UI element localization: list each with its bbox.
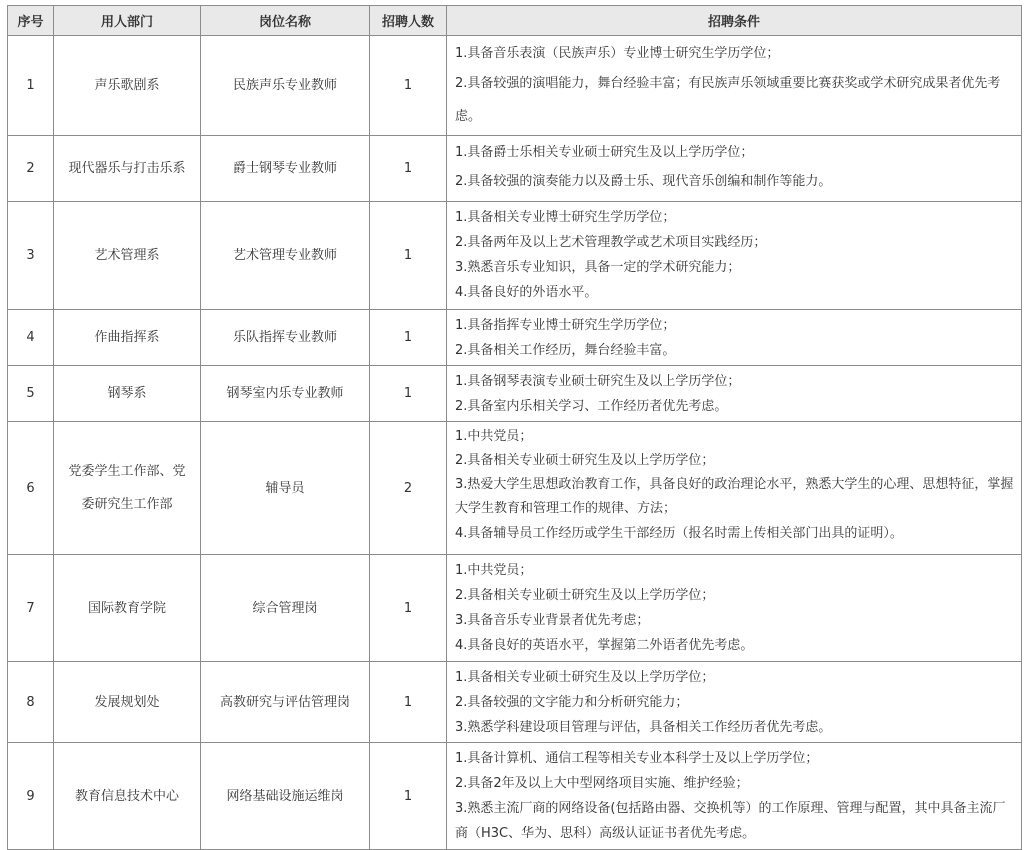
table-row <box>8 422 1022 555</box>
cell-dept <box>54 743 201 850</box>
dept-text: 党委学生工作部、党委研究生工作部 <box>68 464 186 512</box>
requirement-line: 1.中共党员； <box>455 429 533 444</box>
dept-text: 国际教育学院 <box>87 600 166 616</box>
cell-requirements <box>447 202 1022 310</box>
table-row <box>8 36 1022 136</box>
cell-requirements <box>447 310 1022 366</box>
cell-requirements <box>447 662 1022 743</box>
cell-dept <box>54 555 201 662</box>
requirement-line: 1.具备相关专业硕士研究生及以上学历学位； <box>455 670 715 685</box>
requirement-line: 2.具备较强的演奏能力以及爵士乐、现代音乐创编和制作等能力。 <box>455 174 832 189</box>
cell-position: 网络基础设施运维岗 <box>201 743 370 850</box>
cell-count: 1 <box>370 555 447 662</box>
cell-position: 民族声乐专业教师 <box>201 36 370 136</box>
requirement-line: 2.具备较强的文字能力和分析研究能力； <box>455 695 689 710</box>
cell-position: 综合管理岗 <box>201 555 370 662</box>
table-header-row <box>8 6 1022 36</box>
cell-requirements <box>447 743 1022 850</box>
requirement-line: 3.熟悉音乐专业知识，具备一定的学术研究能力； <box>455 260 741 275</box>
table-row <box>8 366 1022 422</box>
dept-text: 钢琴系 <box>107 386 147 401</box>
cell-count: 1 <box>370 662 447 743</box>
requirement-line: 1.具备计算机、通信工程等相关专业本科学士及以上学历学位； <box>455 751 819 766</box>
cell-dept <box>54 136 201 202</box>
cell-count: 1 <box>370 36 447 136</box>
table-row <box>8 310 1022 366</box>
cell-dept <box>54 202 201 310</box>
requirement-line: 2.具备2年及以上大中型网络项目实施、维护经验； <box>455 776 749 791</box>
cell-no: 2 <box>8 136 54 202</box>
requirement-line: 4.具备辅导员工作经历或学生干部经历（报名时需上传相关部门出具的证明）。 <box>455 526 903 541</box>
cell-count: 1 <box>370 310 447 366</box>
requirement-line: 1.具备爵士乐相关专业硕士研究生及以上学历学位； <box>455 145 754 160</box>
dept-text: 艺术管理系 <box>94 248 160 263</box>
requirement-line: 2.具备相关专业硕士研究生及以上学历学位； <box>455 588 715 603</box>
cell-no: 9 <box>8 743 54 850</box>
cell-position: 乐队指挥专业教师 <box>201 310 370 366</box>
cell-no: 6 <box>8 422 54 555</box>
cell-count: 1 <box>370 202 447 310</box>
cell-dept <box>54 310 201 366</box>
requirement-line: 2.具备相关工作经历，舞台经验丰富。 <box>455 343 676 358</box>
cell-no: 7 <box>8 555 54 662</box>
cell-position: 艺术管理专业教师 <box>201 202 370 310</box>
dept-text: 发展规划处 <box>94 694 160 710</box>
cell-position: 爵士钢琴专业教师 <box>201 136 370 202</box>
requirement-line: 2.具备较强的演唱能力，舞台经验丰富；有民族声乐领域重要比赛获奖或学术研究成果者优先考虑。 <box>455 76 1001 124</box>
table-row <box>8 555 1022 662</box>
requirement-line: 3.热爱大学生思想政治教育工作，具备良好的政治理论水平，熟悉大学生的心理、思想特征，掌握大学生教育和管理工作的规律、方法； <box>455 477 1014 516</box>
cell-no: 5 <box>8 366 54 422</box>
cell-dept <box>54 36 201 136</box>
cell-count: 1 <box>370 743 447 850</box>
cell-requirements <box>447 366 1022 422</box>
requirement-line: 1.中共党员； <box>455 563 533 578</box>
table-row <box>8 202 1022 310</box>
dept-text: 作曲指挥系 <box>94 330 160 345</box>
table-row <box>8 743 1022 850</box>
requirement-line: 4.具备良好的外语水平。 <box>455 285 598 300</box>
cell-position: 高教研究与评估管理岗 <box>201 662 370 743</box>
dept-text: 现代器乐与打击乐系 <box>68 161 186 176</box>
cell-no: 4 <box>8 310 54 366</box>
requirement-line: 1.具备相关专业博士研究生学历学位； <box>455 210 676 225</box>
cell-count: 2 <box>370 422 447 555</box>
requirement-line: 2.具备相关专业硕士研究生及以上学历学位； <box>455 453 715 468</box>
header-no: 序号 <box>8 6 54 36</box>
cell-count: 1 <box>370 366 447 422</box>
header-count: 招聘人数 <box>370 6 447 36</box>
cell-dept <box>54 422 201 555</box>
cell-position: 辅导员 <box>201 422 370 555</box>
requirement-line: 2.具备两年及以上艺术管理教学或艺术项目实践经历； <box>455 235 767 250</box>
cell-no: 1 <box>8 36 54 136</box>
table-row <box>8 662 1022 743</box>
cell-dept <box>54 662 201 743</box>
recruitment-table <box>7 5 1022 850</box>
dept-text: 教育信息技术中心 <box>74 788 179 804</box>
header-position: 岗位名称 <box>201 6 370 36</box>
cell-requirements <box>447 136 1022 202</box>
requirement-line: 1.具备指挥专业博士研究生学历学位； <box>455 318 676 333</box>
cell-requirements <box>447 36 1022 136</box>
requirement-line: 4.具备良好的英语水平，掌握第二外语者优先考虑。 <box>455 638 754 653</box>
requirement-line: 3.具备音乐专业背景者优先考虑； <box>455 613 650 628</box>
cell-dept <box>54 366 201 422</box>
requirement-line: 1.具备音乐表演（民族声乐）专业博士研究生学历学位； <box>455 46 780 61</box>
requirement-line: 3.熟悉主流厂商的网络设备(包括路由器、交换机等）的工作原理、管理与配置，其中具备主流厂商（H3C、华为、思科）高级认证证书者优先考虑。 <box>455 801 1006 841</box>
requirement-line: 2.具备室内乐相关学习、工作经历者优先考虑。 <box>455 399 728 414</box>
cell-count: 1 <box>370 136 447 202</box>
table-body <box>8 36 1022 850</box>
requirement-line: 1.具备钢琴表演专业硕士研究生及以上学历学位； <box>455 374 741 389</box>
requirement-line: 3.熟悉学科建设项目管理与评估，具备相关工作经历者优先考虑。 <box>455 720 832 735</box>
cell-position: 钢琴室内乐专业教师 <box>201 366 370 422</box>
cell-requirements <box>447 422 1022 555</box>
dept-text: 声乐歌剧系 <box>94 78 160 93</box>
header-dept: 用人部门 <box>54 6 201 36</box>
cell-no: 3 <box>8 202 54 310</box>
cell-no: 8 <box>8 662 54 743</box>
cell-requirements <box>447 555 1022 662</box>
table-row <box>8 136 1022 202</box>
header-requirements: 招聘条件 <box>447 6 1022 36</box>
